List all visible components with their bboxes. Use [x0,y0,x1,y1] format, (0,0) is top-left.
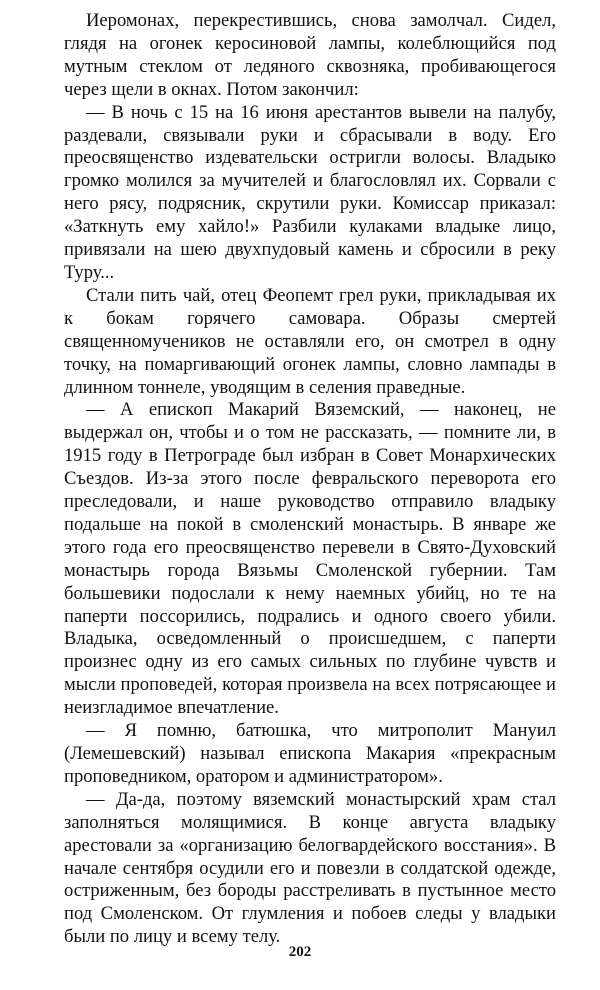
body-text [64,10,556,949]
paragraph: Иеромонах, перекрестившись, снова замолчал. Сидел, глядя на огонек керосиновой лампы, колеблющийся под мутным стеклом от ледяного сквозняка, пробивающегося через щели в окнах. Потом закончил: [64,10,556,100]
paragraph: — В ночь с 15 на 16 июня арестантов вывели на палубу, раздевали, связывали руки и сбрасывали в воду. Его преосвященство издевательски остригли волосы. Владыко громко молился за мучителей и благословлял их. Сорвали с него рясу, подрясник, скрутили руки. Комиссар приказал: «Заткнуть ему хайло!» Разбили кулаками владыке лицо, привязали на шею двухпудовый камень и сбросили в реку Туру... [64,101,556,283]
page-number: 202 [288,944,312,960]
paragraph: — Да-да, поэтому вяземский монастырский храм стал заполняться молящимися. В конце августа владыку арестовали за «организацию белогвардейского восстания». В начале сентября осудили его и повезли в солдатской одежде, остриженным, без бороды расстреливать в пустынное место под Смоленском. От глумления и побоев следы у владыки были по лицу и всему телу. [64,788,556,948]
paragraph: Стали пить чай, отец Феопемт грел руки, прикладывая их к бокам горячего самовара. Образы смертей священномучеников не оставляли его, он смотрел в одну точку, на помаргивающий огонек лампы, словно лампады в длинном тоннеле, уводящим в селения праведные. [64,284,556,398]
paragraph: — Я помню, батюшка, что митрополит Мануил (Лемешевский) называл епископа Макария «прекрасным проповедником, оратором и администратором». [64,720,556,787]
paragraph: — А епископ Макарий Вяземский, — наконец, не выдержал он, чтобы и о том не рассказать, — помните ли, в 1915 году в Петрограде был избран в Совет Монархических Съездов. Из-за этого после февральского переворота его преследовали, и наше руководство отправило владыку подальше на покой в смоленский монастырь. В январе же этого года его преосвященство перевели в Свято-Духовский монастырь города Вязьмы Смоленской губернии. Там большевики подослали к нему наемных убийц, но те на паперти поссорились, подрались и одного своего убили. Владыка, осведомленный о происшедшем, с паперти произнес одну из его самых сильных по глубине чувств и мысли проповедей, которая произвела на всех потрясающее и неизгладимое впечатление. [64,399,556,719]
